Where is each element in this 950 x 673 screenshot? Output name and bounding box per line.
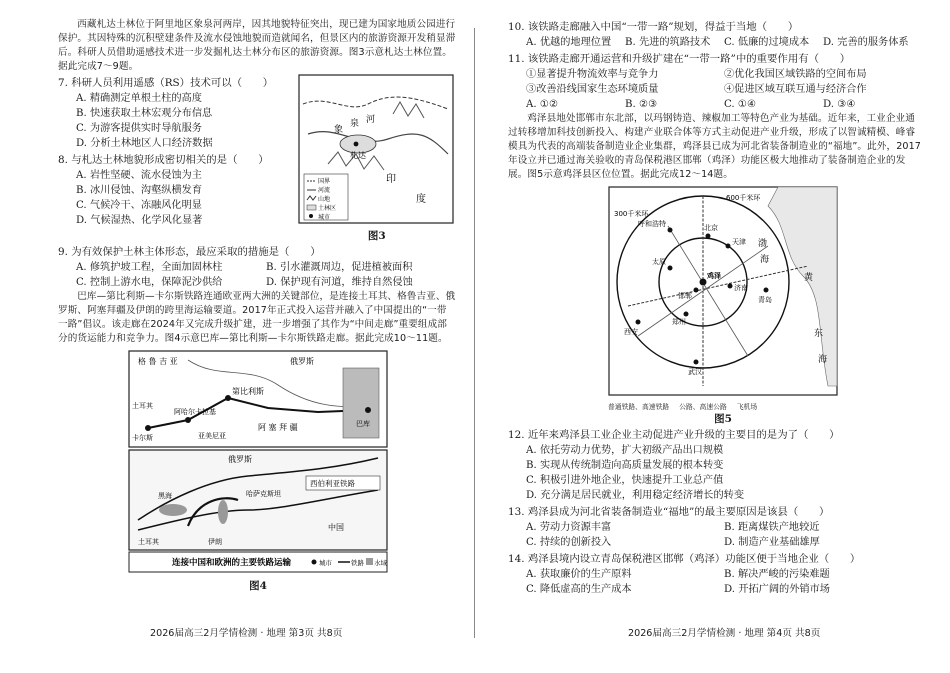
fig4-legend-water-sym	[366, 558, 373, 565]
fig5-label-sea-bo: 渤	[758, 239, 768, 249]
q11-options	[508, 97, 922, 112]
fig5-label-taiyuan: 太原	[652, 258, 666, 266]
fig3-legend-city: 城市	[317, 214, 330, 221]
passage-btk-railway: 巴库—第比利斯—卡尔斯铁路连通欧亚两大洲的关键部位，是连接土耳其、格鲁吉亚、俄罗斯、阿塞拜疆及伊朗的跨里海运输要道。2017年正式投入运营并融入了中国提出的“一带一路”倡议。该走廊在2024年又完成升级扩建，进一步增强了其作为“中间走廊”重要组成部分的货运能力和竞争力。图4示意巴库—第比利斯—卡尔斯铁路走廊。据此完成10～11题。	[58, 291, 456, 344]
fig3-legend-earthforest: 土林区	[317, 205, 336, 212]
q7-option-d: D. 分析土林地区人口经济数据	[76, 138, 213, 149]
fig5-city-hohhot	[668, 228, 673, 233]
question-9: 9. 为有效保护土林主体形态，最应采取的措施是（ ）	[58, 246, 321, 258]
fig5-city-jize	[700, 279, 707, 286]
passage-jize: 鸡泽县地处邯郸市东北部，以玛钢铸造、辣椒加工等特色产业为基础。近年来，工业企业通过转移增加科技创新投入、构建产业联合体等方式主动促进产业升级，形成了以智诚精模、峰睿模具为代表的高端装备制造业企业集群，鸡泽县已成为河北省装备制造业的“福地”。此外，2017年设立并已通过海关验收的青岛保税港区邯郸（鸡泽）功能区极大地推动了装备制造企业的发展。图5示意鸡泽县区位位置。据此完成12～14题。	[508, 113, 922, 180]
fig4-banner-text: 连接中国和欧洲的主要铁路运输	[172, 558, 292, 568]
fig3-legend-border: 国界	[317, 178, 330, 185]
fig4-label-siberian-railway: 西伯利亚铁路	[310, 479, 355, 488]
fig5-city-qingdao	[764, 288, 769, 293]
fig4-label-azerbaijan: 阿 塞 拜 疆	[258, 423, 298, 432]
q11-option-d: D. ③④	[823, 99, 856, 110]
q14-option-a: A. 获取廉价的生产原料	[526, 569, 632, 580]
q10-option-d: D. 完善的服务体系	[823, 37, 909, 48]
question-12: 12. 近年来鸡泽县工业企业主动促进产业升级的主要目的是为了（ ）	[508, 429, 840, 441]
fig5-legend-road: 公路、高速公路	[679, 403, 727, 411]
fig5-label-ring300: 300千米环	[614, 210, 649, 218]
q13-option-d: D. 制造产业基础雄厚	[724, 537, 820, 548]
q11-item-1: ①显著提升物流效率与竞争力	[526, 69, 659, 80]
q8-option-c: C. 气候冷干、冻融风化明显	[76, 200, 202, 211]
fig5-city-xian	[636, 320, 641, 325]
fig5-legend	[608, 401, 838, 411]
fig4-legend-city-sym	[312, 560, 317, 565]
passage-zhada: 西藏札达土林位于阿里地区象泉河两岸，因其地貌特征突出，现已建为国家地质公园进行保护。其因特殊的沉积壁建条件及流水侵蚀地貌而造就闻名，但景区内的旅游资源开发稍显滞后。科研人员借助遥感技术进一步发掘札达土林分布区的旅游资源。图3示意札达土林位置。据此完成7～9题。	[58, 19, 456, 72]
q11-option-a: A. ①②	[526, 99, 559, 110]
fig5-label-xian: 西安	[624, 328, 638, 336]
q11-option-b: B. ②③	[625, 99, 658, 110]
fig3-legend-area-sym	[307, 205, 316, 210]
q13-options-row-1	[508, 520, 922, 535]
page-divider	[474, 28, 475, 638]
fig5-label-jize: 鸡泽	[707, 272, 721, 280]
q14-option-b: B. 解决严峻的污染难题	[724, 569, 830, 580]
fig5-label-wuhan: 武汉	[688, 368, 702, 376]
figure-3	[298, 74, 456, 243]
fig3-label-du: 度	[415, 194, 426, 205]
q11-item-4: ④促进区域互联互通与经济合作	[724, 84, 867, 95]
fig4-label-russia-bottom: 俄罗斯	[228, 455, 252, 464]
fig5-city-handan	[694, 288, 699, 293]
fig4-label-russia-top: 俄罗斯	[290, 357, 314, 366]
fig5-label-qingdao: 青岛	[758, 296, 772, 304]
figure-3-map	[298, 74, 454, 224]
fig4-legend-rail: 铁路	[351, 559, 364, 567]
q9-options-row-1	[58, 260, 456, 275]
fig4-caspian-small	[218, 500, 228, 524]
q14-options-row-1	[508, 567, 922, 582]
fig3-label-zhada: 札达	[349, 151, 366, 160]
q13-option-a: A. 劳动力资源丰富	[526, 522, 612, 533]
figure-5-map	[608, 186, 838, 396]
fig5-label-zhengzhou: 郑州	[672, 318, 686, 326]
fig5-label-sea-huang: 黄	[804, 273, 814, 283]
fig5-label-sea-hai-2: 海	[818, 355, 828, 365]
q10-option-a: A. 优越的地理位置	[526, 37, 612, 48]
fig4-label-georgia: 格 鲁 吉 亚	[138, 357, 178, 366]
fig4-city-akhalkalaki	[185, 417, 191, 423]
q7-9-block	[58, 74, 456, 243]
question-10: 10. 该铁路走廊融入中国“一带一路”规划，得益于当地（ ）	[508, 21, 799, 33]
fig4-label-iran: 伊朗	[208, 538, 222, 546]
fig4-label-turkey-top: 土耳其	[132, 402, 153, 410]
question-11: 11. 该铁路走廊开通运营和升级扩建在“一带一路”中的重要作用有（ ）	[508, 53, 851, 65]
q9-options-row-2	[58, 275, 456, 290]
fig3-legend-city-sym	[309, 214, 313, 218]
fig5-city-taiyuan	[668, 266, 673, 271]
q11-option-c: C. ①④	[724, 99, 757, 110]
fig4-city-kars	[145, 425, 151, 431]
q11-item-2: ②优化我国区域铁路的空间布局	[724, 69, 867, 80]
q14-option-c: C. 降低虚高的生产成本	[526, 584, 632, 595]
fig4-label-black-sea: 黑海	[158, 492, 172, 500]
fig5-city-zhengzhou	[684, 312, 689, 317]
fig4-label-baku: 巴库	[356, 420, 370, 428]
fig5-label-beijing: 北京	[704, 224, 718, 232]
q11-item-3: ③改善沿线国家生态环境质量	[526, 84, 659, 95]
q9-option-c: C. 控制上游水电，保障泥沙供给	[76, 277, 223, 288]
q12-option-b: B. 实现从传统制造向高质量发展的根本转变	[526, 460, 724, 471]
q13-option-c: C. 持续的创新投入	[526, 537, 612, 548]
fig3-label-he: 河	[365, 115, 375, 125]
fig5-legend-airport: 飞机场	[736, 403, 758, 411]
q8-option-a: A. 岩性坚硬、流水侵蚀为主	[76, 170, 202, 181]
fig4-legend-city: 城市	[319, 559, 332, 567]
fig4-label-china: 中国	[328, 523, 344, 532]
fig5-label-handan: 邯郸	[678, 292, 692, 300]
fig5-label-ring600: 600千米环	[726, 194, 761, 202]
question-13: 13. 鸡泽县成为河北省装备制造业“福地”的最主要原因是该县（ ）	[508, 506, 830, 518]
fig3-legend-river: 河流	[317, 187, 330, 194]
fig3-city-dot	[353, 142, 358, 147]
figure-4	[128, 350, 456, 593]
fig3-label-xiang: 象	[333, 125, 343, 135]
footer-page-4: 2026届高三2月学情检测 · 地理 第4页 共8页	[628, 628, 821, 639]
figure-5	[608, 186, 922, 426]
fig4-city-tbilisi	[225, 395, 231, 401]
figure-5-caption: 图5	[714, 413, 732, 425]
fig4-bottom-frame	[129, 450, 387, 550]
fig5-city-beijing	[706, 234, 711, 239]
q11-items-row-1	[508, 67, 922, 82]
q9-option-d: D. 保护现有河道，维持自然侵蚀	[266, 277, 413, 288]
fig4-legend-water: 水域	[374, 559, 387, 567]
question-7: 7. 科研人员利用遥感（RS）技术可以（ ）	[58, 77, 274, 89]
q12-option-d: D. 充分满足居民就业，利用稳定经济增长的转变	[526, 490, 745, 501]
q7-option-a: A. 精确测定单根土柱的高度	[76, 93, 202, 104]
q7-option-b: B. 快速获取土林宏观分布信息	[76, 108, 213, 119]
figure-3-caption: 图3	[367, 230, 386, 242]
fig3-label-quan: 泉	[349, 119, 359, 129]
fig4-label-armenia: 亚美尼亚	[198, 432, 226, 440]
q14-option-d: D. 开拓广阔的外销市场	[724, 584, 830, 595]
q13-options-row-2	[508, 535, 922, 550]
page-4	[478, 0, 950, 673]
fig4-label-kazakhstan: 哈萨克斯坦	[246, 490, 281, 498]
footer-page-3: 2026届高三2月学情检测 · 地理 第3页 共8页	[150, 628, 343, 639]
q10-option-c: C. 低廉的过境成本	[724, 37, 810, 48]
fig5-label-sea-hai-1: 海	[760, 255, 770, 265]
fig5-city-tianjin	[726, 244, 731, 249]
q13-option-b: B. 距离煤铁产地较近	[724, 522, 820, 533]
fig3-legend-mountain: 山地	[317, 196, 330, 203]
fig5-label-tianjin: 天津	[732, 238, 746, 246]
q14-options-row-2	[508, 582, 922, 597]
question-14: 14. 鸡泽县境内设立青岛保税港区邯郸（鸡泽）功能区便于当地企业（ ）	[508, 553, 861, 565]
fig5-legend-rail: 普通铁路、高速铁路	[608, 403, 670, 411]
q9-option-b: B. 引水灌溉周边，促进植被面积	[266, 262, 413, 273]
fig5-city-wuhan	[694, 360, 699, 365]
q12-option-a: A. 依托劳动力优势，扩大初级产品出口规模	[526, 445, 724, 456]
q10-options	[508, 35, 922, 50]
fig5-city-jinan	[728, 284, 733, 289]
fig4-black-sea	[159, 504, 187, 516]
q10-option-b: B. 先进的筑路技术	[625, 37, 711, 48]
q8-option-b: B. 冰川侵蚀、沟壑纵横发育	[76, 185, 203, 196]
q8-option-d: D. 气候湿热、化学风化显著	[76, 215, 203, 226]
fig5-label-jinan: 济南	[734, 284, 748, 292]
fig4-label-kars: 卡尔斯	[132, 434, 153, 442]
figure-4-caption: 图4	[249, 580, 267, 592]
fig5-label-hohhot: 呼和浩特	[638, 220, 666, 228]
q12-option-c: C. 积极引进外地企业，快速提升工业总产值	[526, 475, 724, 486]
q9-option-a: A. 修筑护坡工程，全面加固林柱	[76, 262, 223, 273]
figure-4-map	[128, 350, 388, 574]
fig5-label-sea-dong: 东	[814, 329, 824, 339]
fig4-label-akhalkalaki: 阿哈尔卡拉基	[174, 408, 216, 416]
q7-option-c: C. 为游客提供实时导航服务	[76, 123, 202, 134]
page-3	[0, 0, 470, 673]
fig4-label-tbilisi: 第比利斯	[232, 387, 264, 396]
fig4-label-turkey-bottom: 土耳其	[138, 538, 159, 546]
fig4-city-baku	[365, 407, 371, 413]
q11-items-row-2	[508, 82, 922, 97]
question-8: 8. 与札达土林地貌形成密切相关的是（ ）	[58, 154, 269, 166]
fig3-label-yin: 印	[385, 174, 396, 185]
